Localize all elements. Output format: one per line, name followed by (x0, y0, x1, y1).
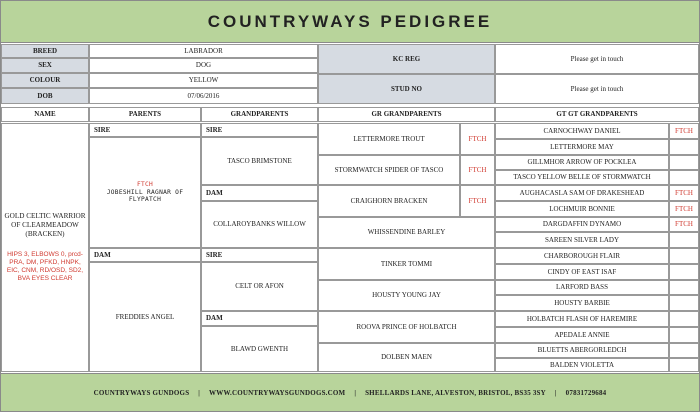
gggp-name: GILLMHOR ARROW OF POCKLEA (495, 155, 669, 170)
dob-label: DOB (1, 88, 89, 104)
gggp-name: BLUETTS ABERGORLEDCH (495, 343, 669, 358)
col-header-name: NAME (1, 107, 89, 122)
gggp-name: HOUSTY BARBIE (495, 295, 669, 311)
stud-no-label: STUD NO (318, 74, 495, 104)
footer-separator: | (198, 388, 201, 397)
gggp-title (669, 170, 699, 185)
gggp-name: CHARBOROUGH FLAIR (495, 248, 669, 264)
colour-value: YELLOW (89, 73, 318, 88)
ggp-title: FTCH (460, 185, 495, 217)
gggp-name: LETTERMORE MAY (495, 139, 669, 155)
gggp-name: CINDY OF EAST ISAF (495, 264, 669, 280)
gggp-title (669, 343, 699, 358)
gggp-title (669, 264, 699, 280)
kc-reg-value: Please get in touch (495, 44, 699, 74)
ggp-name: STORMWATCH SPIDER OF TASCO (318, 155, 460, 185)
footer-address: SHELLARDS LANE, ALVESTON, BRISTOL, BS35 3SY (365, 388, 546, 397)
gggp-title: FTCH (669, 123, 699, 139)
gp-sd: COLLAROYBANKS WILLOW (201, 201, 318, 248)
dog-name-cell (1, 123, 89, 372)
sire-name: JOBESHILL RAGNAR OF FLYPATCH (106, 188, 184, 204)
ggp-name: TINKER TOMMI (318, 248, 495, 280)
gggp-title: FTCH (669, 185, 699, 201)
gggp-title (669, 311, 699, 327)
gggp-name: LOCHMUIR BONNIE (495, 201, 669, 217)
gggp-name: CARNOCHWAY DANIEL (495, 123, 669, 139)
ggp-name: ROOVA PRINCE OF HOLBATCH (318, 311, 495, 343)
page-title: COUNTRYWAYS PEDIGREE (207, 11, 493, 31)
gggp-name: HOLBATCH FLASH OF HAREMIRE (495, 311, 669, 327)
ggp-title: FTCH (460, 155, 495, 185)
breed-value: LABRADOR (89, 44, 318, 58)
gggp-name: TASCO YELLOW BELLE OF STORMWATCH (495, 170, 669, 185)
sex-label: SEX (1, 58, 89, 73)
footer-separator: | (354, 388, 357, 397)
breed-label: BREED (1, 44, 89, 58)
gp-dd-label: DAM (201, 311, 318, 326)
gggp-name: DARGDAFFIN DYNAMO (495, 217, 669, 232)
sex-value: DOG (89, 58, 318, 73)
parent-dam: FREDDIES ANGEL (89, 262, 201, 372)
col-header-parents: PARENTS (89, 107, 201, 122)
gggp-title (669, 358, 699, 372)
ggp-name: LETTERMORE TROUT (318, 123, 460, 155)
footer-separator: | (554, 388, 557, 397)
gp-ds: CELT OR AFON (201, 262, 318, 311)
gggp-name: SAREEN SILVER LADY (495, 232, 669, 248)
gp-ss-label: SIRE (201, 123, 318, 137)
ggp-name: DOLBEN MAEN (318, 343, 495, 372)
dog-health-results: HIPS 3, ELBOWS 0, prcd-PRA, DM, PFKD, HNPK, EIC, CNM, RD/OSD, SD2, BVA EYES CLEAR (6, 250, 84, 283)
colour-label: COLOUR (1, 73, 89, 88)
stud-no-value: Please get in touch (495, 74, 699, 104)
gggp-title (669, 295, 699, 311)
gp-ss: TASCO BRIMSTONE (201, 137, 318, 185)
footer-bar (1, 373, 699, 411)
footer-website[interactable]: WWW.COUNTRYWAYSGUNDOGS.COM (209, 388, 346, 397)
gggp-title (669, 232, 699, 248)
gggp-name: BALDEN VIOLETTA (495, 358, 669, 372)
gp-sd-label: DAM (201, 185, 318, 201)
footer-company: COUNTRYWAYS GUNDOGS (93, 388, 190, 397)
dob-value: 07/06/2016 (89, 88, 318, 104)
parent-dam-label: DAM (89, 248, 201, 262)
parent-sire (89, 137, 201, 248)
dog-name: GOLD CELTIC WARRIOR OF CLEARMEADOW (BRACKEN) (4, 211, 86, 238)
gp-ds-label: SIRE (201, 248, 318, 262)
sire-title: FTCH (136, 180, 154, 188)
gggp-name: AUGHACASLA SAM OF DRAKESHEAD (495, 185, 669, 201)
gp-dd: BLAWD GWENTH (201, 326, 318, 372)
gggp-name: LARFORD BASS (495, 280, 669, 295)
col-header-gt-gt-grandparents: GT GT GRANDPARENTS (495, 107, 699, 122)
gggp-title: FTCH (669, 217, 699, 232)
ggp-name: WHISSENDINE BARLEY (318, 217, 495, 248)
col-header-grandparents: GRANDPARENTS (201, 107, 318, 122)
ggp-name: CRAIGHORN BRACKEN (318, 185, 460, 217)
gggp-title (669, 155, 699, 170)
gggp-title (669, 248, 699, 264)
ggp-name: HOUSTY YOUNG JAY (318, 280, 495, 311)
gggp-title (669, 327, 699, 343)
gggp-title (669, 139, 699, 155)
col-header-gr-grandparents: GR GRANDPARENTS (318, 107, 495, 122)
gggp-name: APEDALE ANNIE (495, 327, 669, 343)
footer-phone: 07831729684 (565, 388, 607, 397)
gggp-title (669, 280, 699, 295)
gggp-title: FTCH (669, 201, 699, 217)
title-bar (1, 1, 699, 43)
kc-reg-label: KC REG (318, 44, 495, 74)
ggp-title: FTCH (460, 123, 495, 155)
parent-sire-label: SIRE (89, 123, 201, 137)
